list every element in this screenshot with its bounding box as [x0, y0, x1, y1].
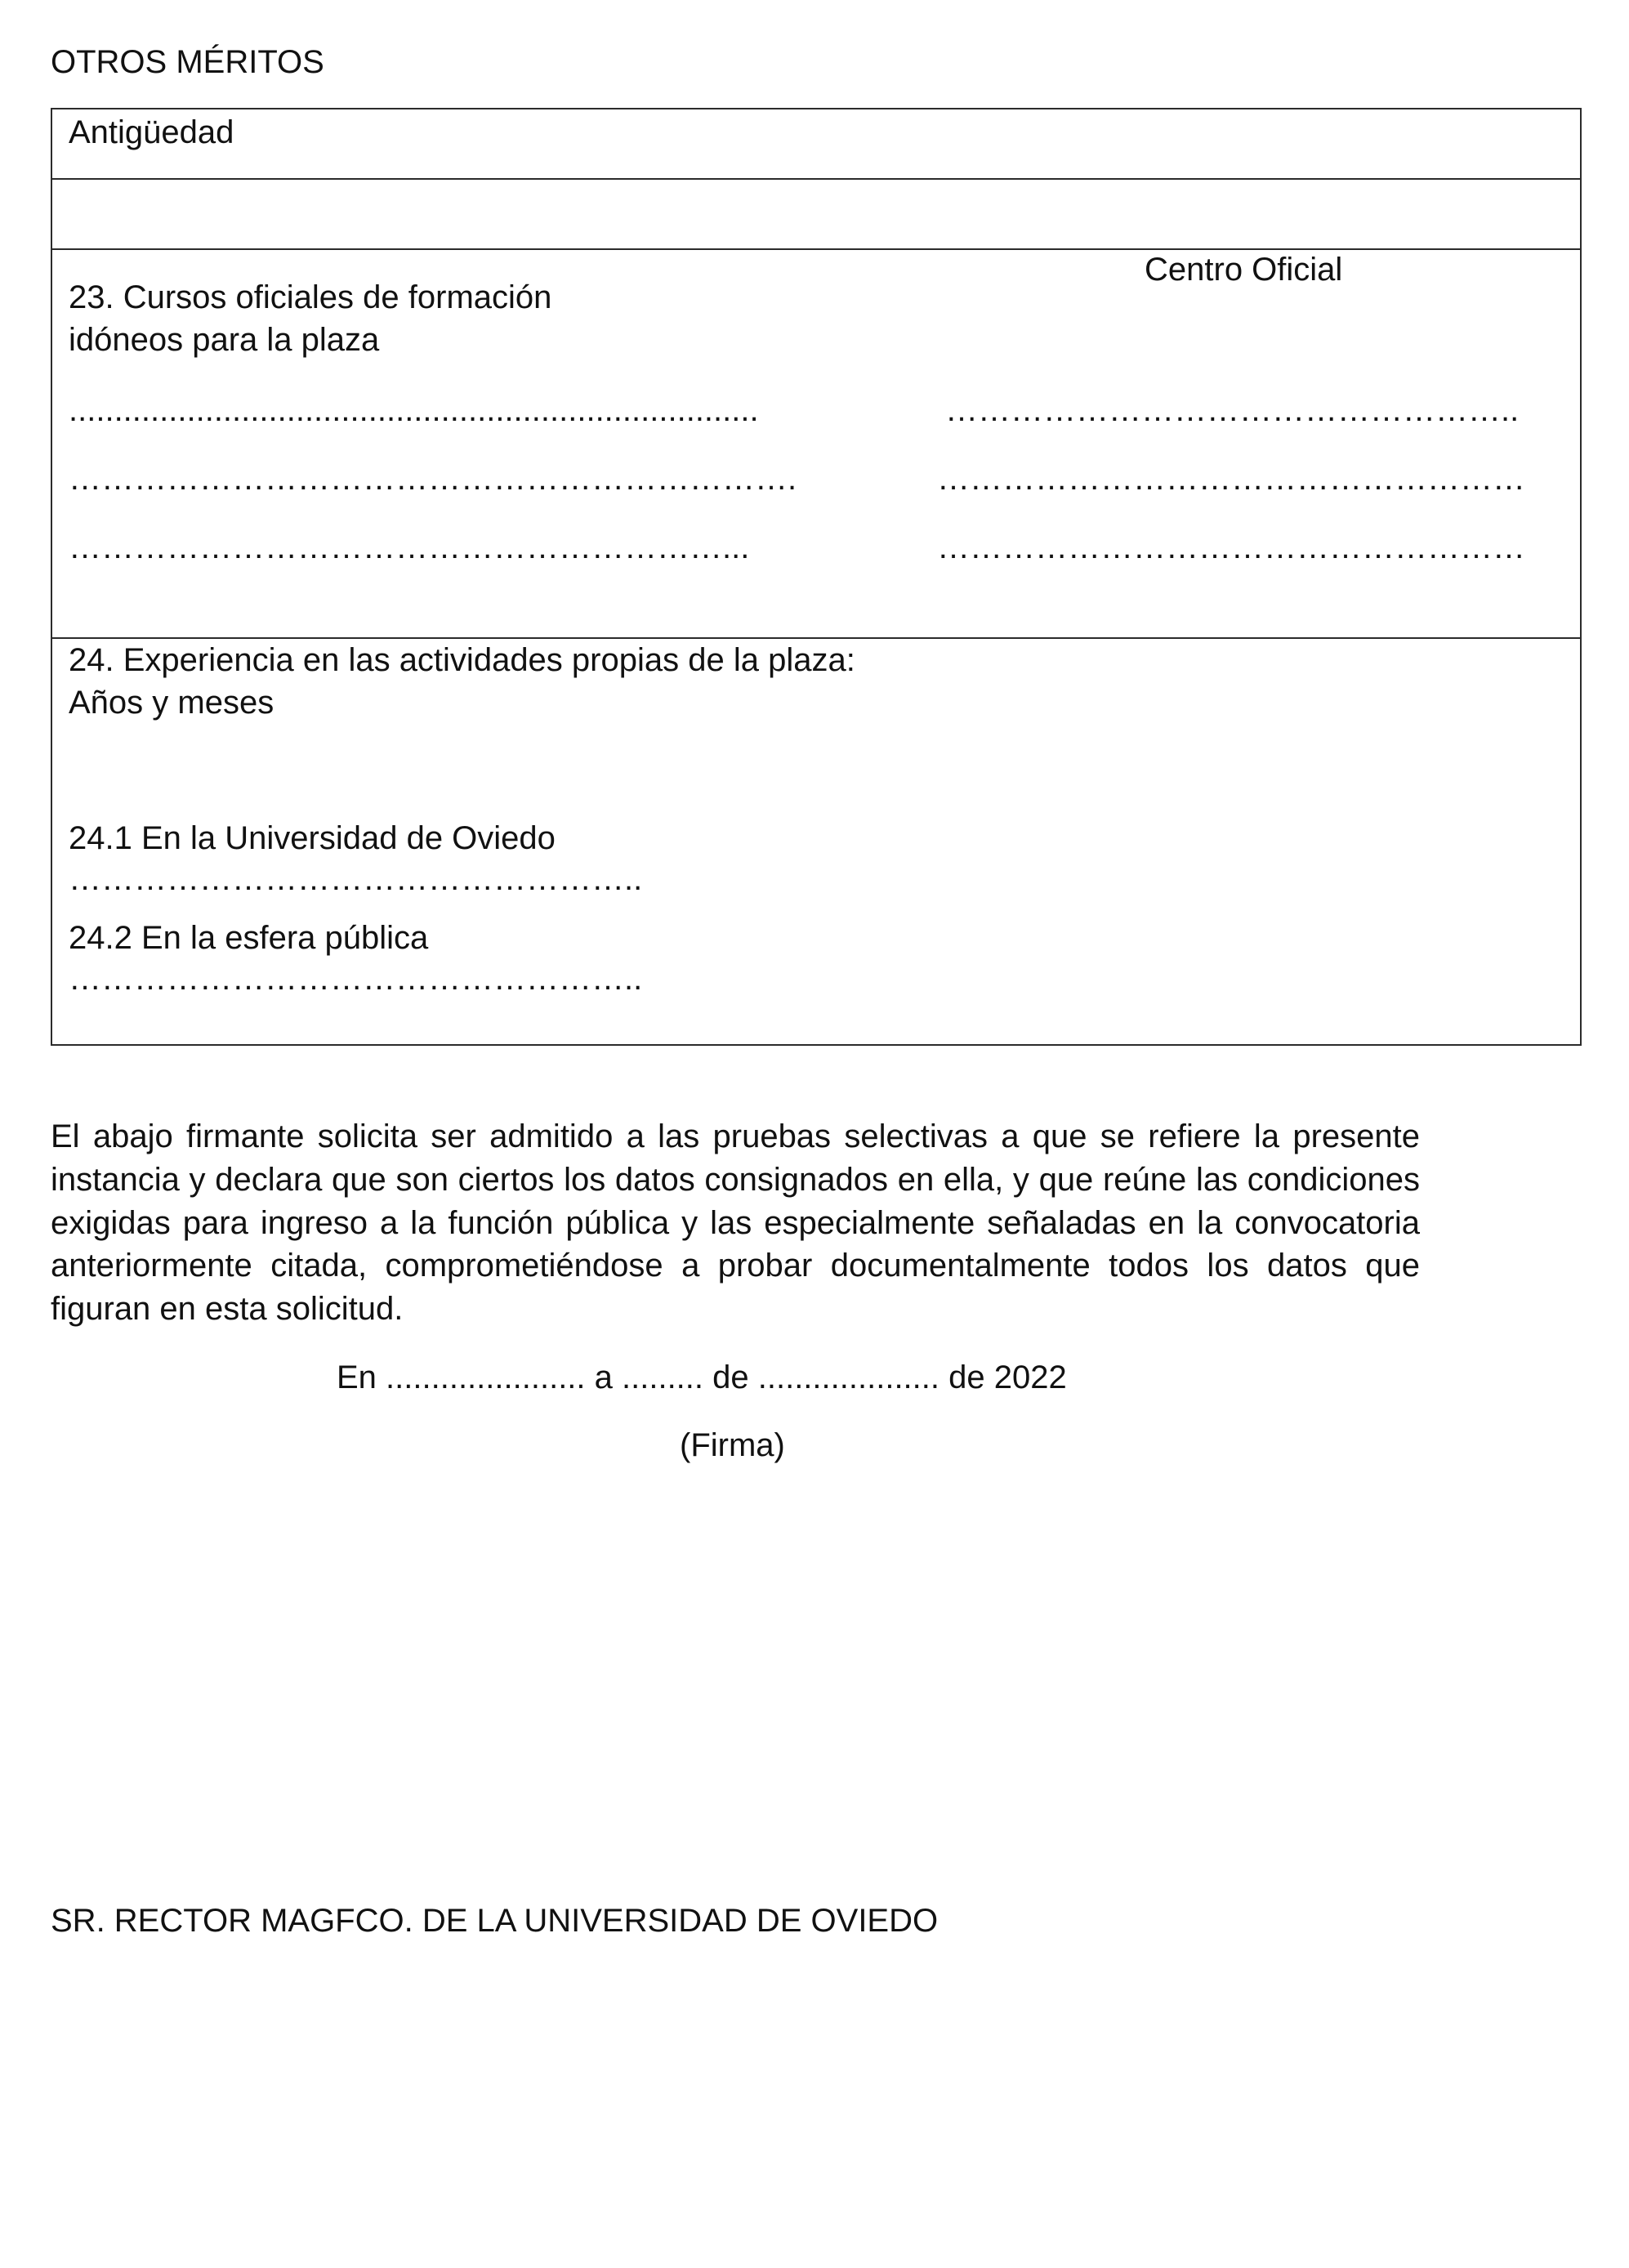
centro-line-2: ………………………………………………: [937, 461, 1525, 497]
section-title: OTROS MÉRITOS: [51, 44, 324, 80]
esfera-publica-dots: ……………………………………………..: [69, 961, 643, 997]
curso-name-line-3: ……………………………………………………...: [69, 529, 750, 565]
declaration-paragraph: El abajo firmante solicita ser admitido a las pruebas selectivas a que se refiere la presente instancia y declara que son ciertos los datos consignados en ella, y que reúne las condiciones exigidas para ingreso a la función pública y las especialmente señaladas en la convocatoria anteriormente citada, comprometiéndose a probar documentalmente todos los datos que figuran en esta solicitud.: [51, 1118, 1420, 1328]
signature-label: (Firma): [680, 1427, 785, 1463]
curso-name-line-2: ………………………………………………………….: [69, 461, 797, 497]
empty-row: [51, 178, 1582, 250]
cursos-row: [51, 248, 1582, 639]
cursos-title-line2: idóneos para la plaza: [69, 322, 380, 358]
centro-line-3: ………………………………………………: [937, 529, 1525, 565]
centro-line-1: ……………………………………………..: [945, 392, 1520, 428]
universidad-oviedo-dots: ……………………………………………..: [69, 861, 643, 897]
addressee: SR. RECTOR MAGFCO. DE LA UNIVERSIDAD DE OVIEDO: [51, 1903, 939, 1939]
antiguedad-row: [51, 108, 1582, 180]
experiencia-title-line2: Años y meses: [69, 685, 274, 721]
universidad-oviedo-label: 24.1 En la Universidad de Oviedo: [69, 820, 556, 856]
cursos-title-line1: 23. Cursos oficiales de formación: [69, 279, 552, 315]
antiguedad-label: Antigüedad: [69, 114, 234, 150]
date-line: En ...................... a ......... de .................... de 2022: [337, 1359, 1067, 1395]
experiencia-row: [51, 637, 1582, 1046]
experiencia-title-line1: 24. Experiencia en las actividades propias de la plaza:: [69, 642, 855, 678]
curso-name-line-1: ............................................................................: [69, 392, 759, 428]
centro-oficial-label: Centro Oficial: [1145, 252, 1343, 288]
esfera-publica-label: 24.2 En la esfera pública: [69, 920, 429, 956]
